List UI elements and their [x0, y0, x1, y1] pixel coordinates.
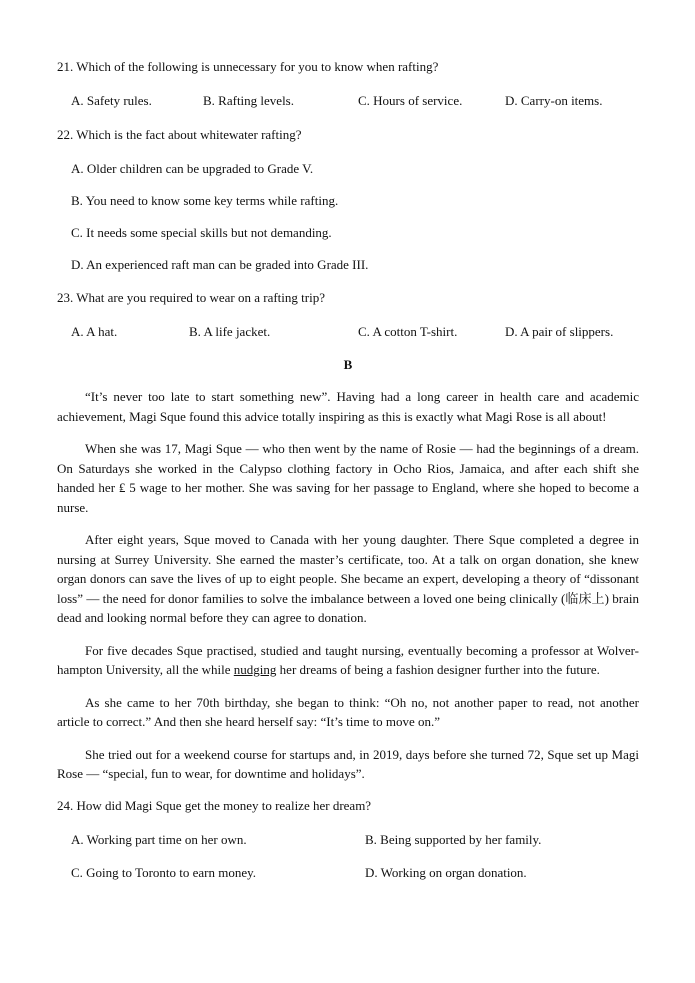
option-21-d: D. Carry-on items. [505, 93, 603, 108]
option-22-b: B. You need to know some key terms while rafting. [71, 193, 339, 208]
option-23-d: D. A pair of slippers. [505, 324, 614, 339]
underlined-word-nudging: nudging [233, 662, 277, 677]
passage-paragraph-4 [57, 641, 639, 680]
option-24-b: B. Being supported by her family. [365, 831, 542, 847]
paragraph-4-text-end: her dreams of being a fashion designer further into the future. [276, 662, 600, 677]
passage-paragraph-3: After eight years, Sque moved to Canada with her young daughter. There Sque completed a degree in nursing at Surrey University. She earned the master’s certificate, too. At a talk on organ donation, she knew organ donors can save the lives of up to eight people. She became an expert, developing a theory of “dissonant loss” — the need for donor families to solve the imbalance between a loved one being clinically (临床上) brain dead and looking normal before they can agree to donation. [57, 532, 639, 625]
question-21-options [57, 93, 639, 109]
exam-page [57, 58, 639, 898]
option-24-d: D. Working on organ donation. [365, 864, 527, 880]
option-24-a: A. Working part time on her own. [71, 831, 247, 847]
option-23-b: B. A life jacket. [189, 324, 271, 339]
passage-paragraph-5: As she came to her 70th birthday, she began to think: “Oh no, not another paper to read, not another article to correct.” And then she heard herself say: “It’s time to move on.” [57, 694, 639, 729]
option-22-a: A. Older children can be upgraded to Grade V. [71, 161, 314, 176]
option-23-c: C. A cotton T-shirt. [358, 324, 458, 339]
question-24-stem: 24. How did Magi Sque get the money to realize her dream? [57, 797, 372, 813]
question-24-options-row-2 [57, 865, 639, 881]
option-22-c: C. It needs some special skills but not demanding. [71, 225, 332, 240]
passage-paragraph-2: When she was 17, Magi Sque — who then went by the name of Rosie — had the beginnings of a dream. On Saturdays she worked in the Calypso clothing factory in Ocho Rios, Jamaica, and after each shift she handed her ₤ 5 wage to her mother. She was saving for her passage to England, where she hoped to become a nurse. [57, 441, 639, 515]
option-21-b: B. Rafting levels. [203, 93, 294, 108]
option-21-c: C. Hours of service. [358, 93, 463, 108]
option-21-a: A. Safety rules. [71, 93, 152, 108]
question-24-options-row-1 [57, 832, 639, 848]
passage-paragraph-1: “It’s never too late to start something new”. Having had a long career in health care and academic achievement, Magi Sque found this advice totally inspiring as this is exactly what Magi Rose is all about! [57, 389, 639, 424]
passage-paragraph-6: She tried out for a weekend course for startups and, in 2019, days before she turned 72, Sque set up Magi Rose — “special, fun to wear, for downtime and holidays”. [57, 746, 639, 781]
question-23-options [57, 324, 639, 340]
question-22-stem: 22. Which is the fact about whitewater rafting? [57, 127, 302, 142]
paragraph-4-text-start: For five decades Sque practised, studied and taught nursing, eventually becoming a professor at Wolver-hampton University, all the while [57, 642, 639, 677]
question-21-stem: 21. Which of the following is unnecessary for you to know when rafting? [57, 59, 439, 74]
section-heading-b: B [343, 357, 353, 372]
option-23-a: A. A hat. [71, 324, 118, 339]
option-24-c: C. Going to Toronto to earn money. [71, 864, 257, 880]
option-22-d: D. An experienced raft man can be graded into Grade III. [71, 257, 369, 272]
question-23-stem: 23. What are you required to wear on a rafting trip? [57, 290, 325, 305]
